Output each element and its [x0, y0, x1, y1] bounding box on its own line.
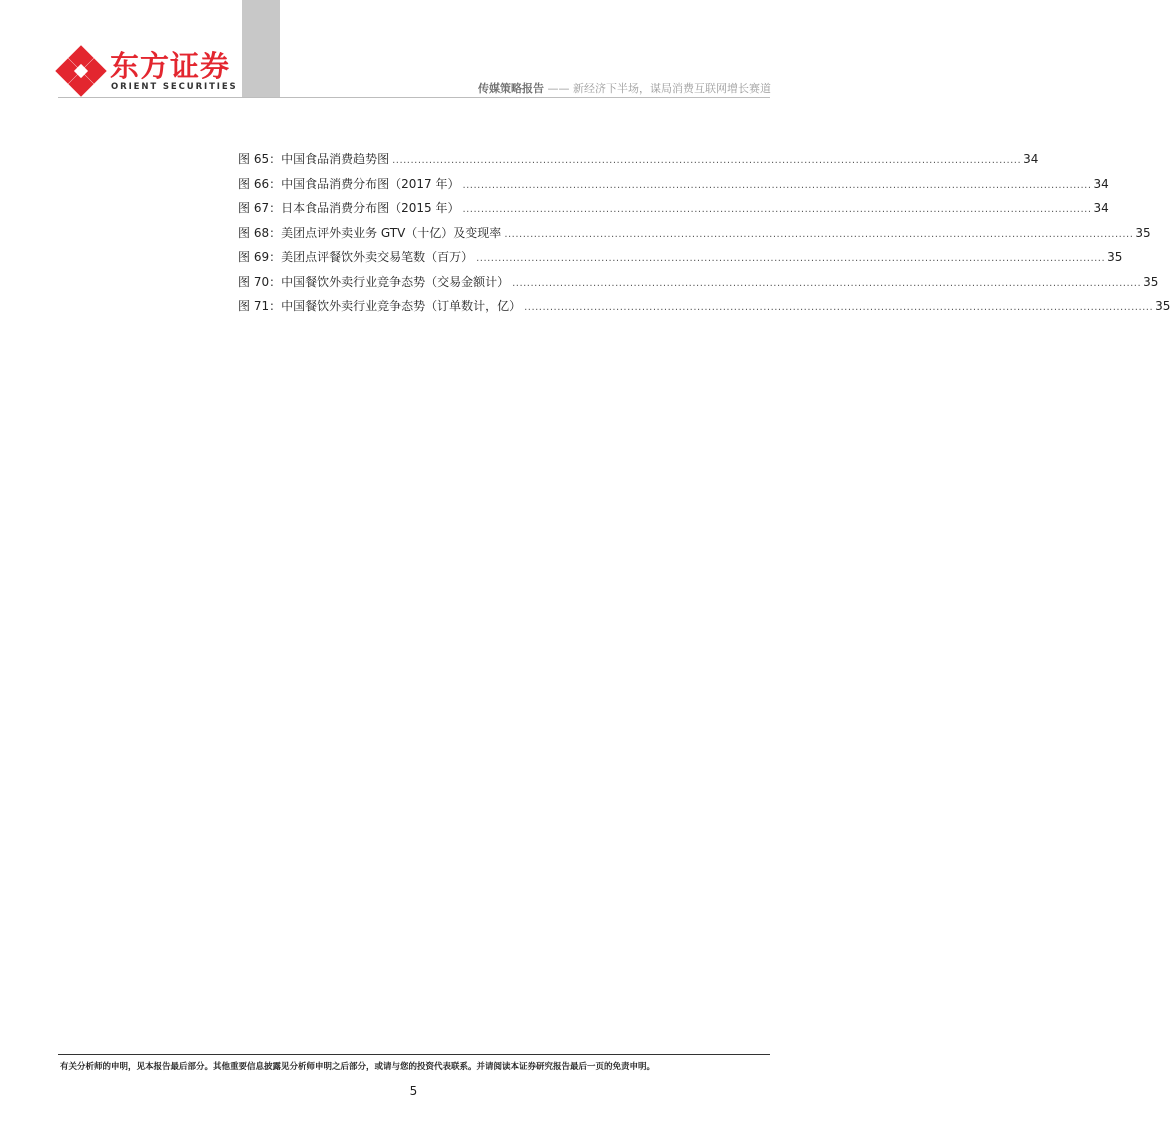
- toc-entry[interactable]: [238, 297, 1170, 322]
- toc-entry[interactable]: [238, 248, 1123, 273]
- report-title: 新经济下半场，谋局消费互联网增长赛道: [573, 82, 771, 95]
- toc-entry-page: 35: [1155, 299, 1170, 313]
- report-category: 传媒策略报告: [478, 82, 544, 95]
- toc-dot-leader: ...........................................................................................................................................................................: [392, 155, 1022, 166]
- toc-entry[interactable]: [238, 175, 1109, 200]
- toc-dot-leader: ...........................................................................................................................................................................: [462, 204, 1092, 215]
- footer-disclaimer: 有关分析师的申明，见本报告最后部分。其他重要信息披露见分析师申明之后部分，或请与您的投资代表联系。并请阅读本证券研究报告最后一页的免责申明。: [60, 1062, 656, 1072]
- toc-entry[interactable]: [238, 199, 1109, 224]
- toc-dot-leader: ...........................................................................................................................................................................: [524, 302, 1154, 313]
- toc-entry-label: 图 67：日本食品消费分布图（2015 年）: [238, 201, 460, 215]
- toc-entry-label: 图 68：美团点评外卖业务 GTV（十亿）及变现率: [238, 225, 502, 240]
- report-separator: ——: [547, 82, 570, 95]
- toc-entry[interactable]: [238, 150, 1039, 175]
- report-header-title: [478, 82, 771, 96]
- figure-list: [238, 150, 1170, 322]
- toc-dot-leader: ...........................................................................................................................................................................: [462, 179, 1092, 191]
- toc-entry-page: 35: [1107, 250, 1123, 264]
- toc-entry-label: 图 65：中国食品消费趋势图: [238, 152, 390, 166]
- toc-dot-leader: ...........................................................................................................................................................................: [476, 253, 1106, 264]
- toc-entry-page: 35: [1143, 274, 1159, 289]
- toc-entry-page: 34: [1093, 201, 1109, 215]
- logo-chinese-name: 东方证券: [110, 49, 231, 83]
- toc-dot-leader: ...........................................................................................................................................................................: [504, 228, 1134, 240]
- toc-entry-label: 图 70：中国餐饮外卖行业竞争态势（交易金额计）: [238, 274, 510, 289]
- toc-entry-page: 34: [1093, 176, 1109, 191]
- toc-entry[interactable]: [238, 273, 1159, 298]
- footer-divider: [58, 1054, 770, 1055]
- page-number: 5: [409, 1084, 418, 1098]
- toc-entry-label: 图 71：中国餐饮外卖行业竞争态势（订单数计，亿）: [238, 299, 522, 313]
- toc-entry-label: 图 69：美团点评餐饮外卖交易笔数（百万）: [238, 250, 474, 264]
- logo-english-name: ORIENT SECURITIES: [111, 82, 238, 92]
- toc-dot-leader: ...........................................................................................................................................................................: [512, 277, 1142, 289]
- header-gray-tab: [242, 0, 280, 97]
- company-logo: [58, 48, 238, 94]
- toc-entry-page: 35: [1135, 225, 1151, 240]
- orient-logo-icon: [58, 48, 104, 94]
- toc-entry-page: 34: [1023, 152, 1039, 166]
- header-divider: [58, 97, 770, 98]
- toc-entry-label: 图 66：中国食品消费分布图（2017 年）: [238, 176, 460, 191]
- toc-entry[interactable]: [238, 224, 1151, 249]
